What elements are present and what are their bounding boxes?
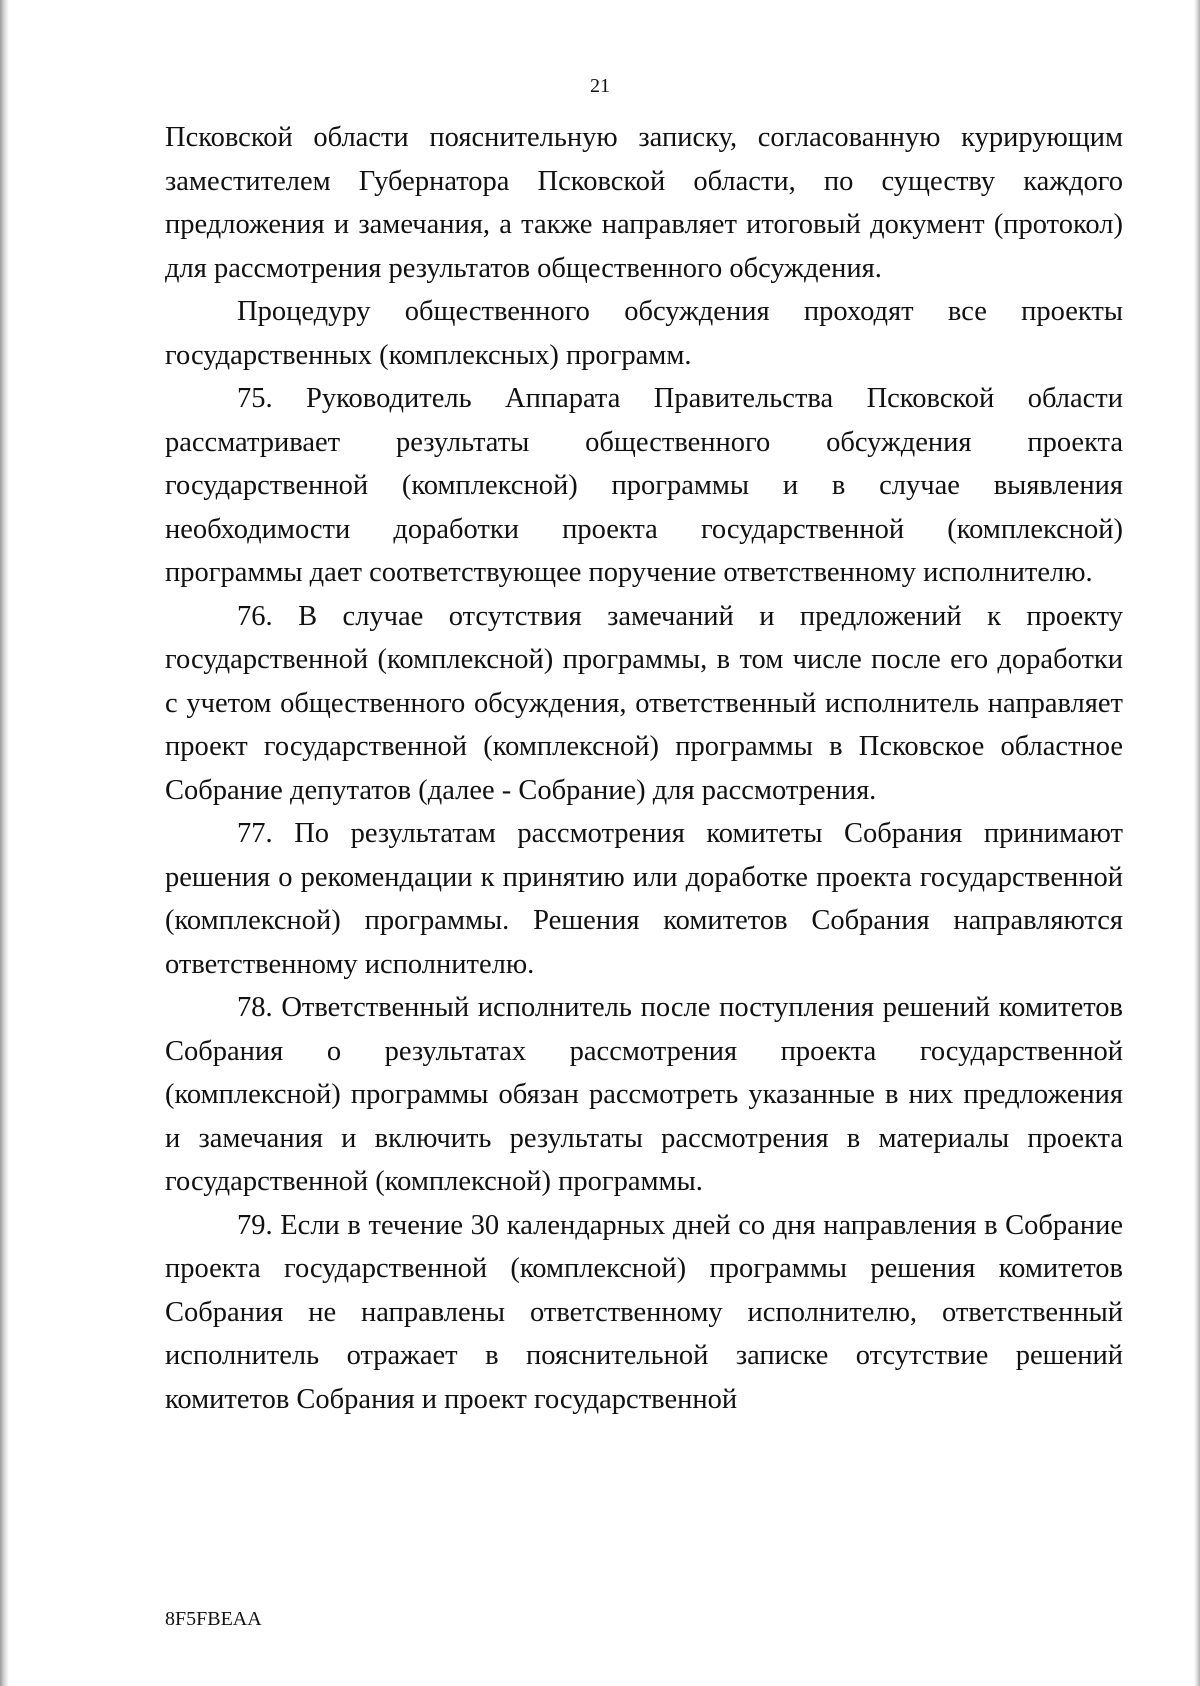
paragraph-78: 78. Ответственный исполнитель после поступления решений комитетов Собрания о результатах рассмотрения проекта государственной (комплексной) программы обязан рассмотреть указанные в них предложения и замечания и включить результаты рассмотрения в материалы проекта государственной (комплексной) программы. — [165, 992, 1123, 1197]
scan-edge-left — [0, 0, 9, 1686]
document-body — [165, 116, 1123, 1421]
paragraph-79: 79. Если в течение 30 календарных дней со дня направления в Собрание проекта государственной (комплексной) программы решения комитетов Собрания не направлены ответственному исполнителю, ответственный исполнитель отражает в пояснительной записке отсутствие решений комитетов Собрания и проект государственной — [165, 1209, 1123, 1415]
scan-edge-right — [1194, 0, 1200, 1686]
paragraph-76: 76. В случае отсутствия замечаний и предложений к проекту государственной (комплексной) программы, в том числе после его доработки с учетом общественного обсуждения, ответственный исполнитель направляет проект государственной (комплексной) программы в Псковское областное Собрание депутатов (далее - Собрание) для рассмотрения. — [165, 600, 1123, 806]
paragraph-75: 75. Руководитель Аппарата Правительства Псковской области рассматривает результаты общественного обсуждения проекта государственной (комплексной) программы и в случае выявления необходимости доработки проекта государственной (комплексной) программы дает соответствующее поручение ответственному исполнителю. — [165, 383, 1123, 588]
paragraph-77: 77. По результатам рассмотрения комитеты Собрания принимают решения о рекомендации к принятию или доработке проекта государственной (комплексной) программы. Решения комитетов Собрания направляются ответственному исполнителю. — [165, 818, 1123, 980]
document-code: 8F5FBEAA — [165, 1608, 262, 1630]
paragraph-procedure: Процедуру общественного обсуждения проходят все проекты государственных (комплексных) программ. — [165, 296, 1123, 371]
page-number: 21 — [590, 75, 610, 97]
paragraph-continuation: Псковской области пояснительную записку, согласованную курирующим заместителем Губернатора Псковской области, по существу каждого предложения и замечания, а также направляет итоговый документ (протокол) для рассмотрения результатов общественного обсуждения. — [165, 122, 1123, 284]
